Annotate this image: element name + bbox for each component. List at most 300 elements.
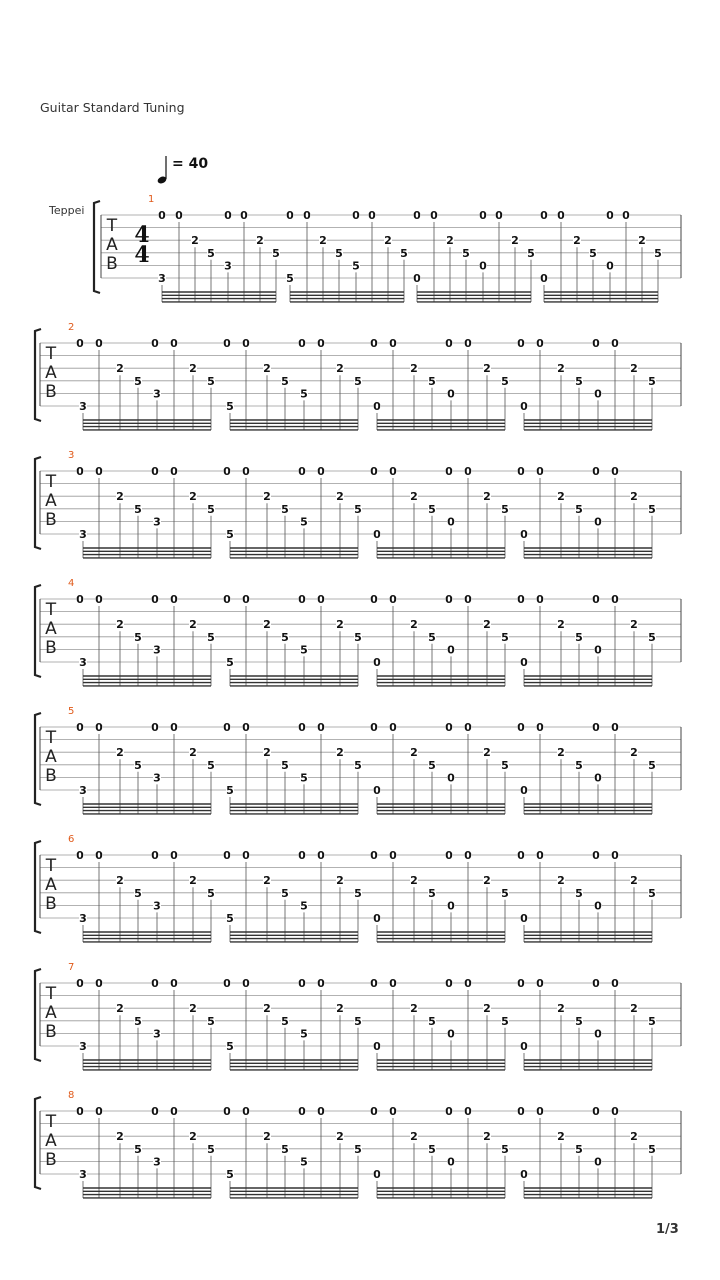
- tempo-label: = 40: [172, 156, 209, 172]
- fret-number: 0: [536, 1105, 544, 1118]
- system-bracket: [94, 201, 100, 293]
- fret-number: 0: [389, 465, 397, 478]
- fret-number: 2: [630, 874, 638, 888]
- fret-number: 5: [648, 1014, 656, 1028]
- measure-number: 3: [68, 450, 75, 461]
- fret-number: 0: [517, 465, 525, 478]
- fret-number: 0: [223, 849, 231, 862]
- fret-number: 5: [575, 1014, 583, 1028]
- fret-number: 0: [540, 209, 548, 222]
- fret-number: 0: [298, 337, 306, 350]
- tab-clef-letter: T: [45, 856, 57, 876]
- fret-number: 2: [483, 362, 491, 376]
- fret-number: 5: [281, 630, 289, 644]
- fret-number: 0: [224, 209, 232, 222]
- fret-number: 0: [389, 849, 397, 862]
- fret-number: 0: [447, 1027, 455, 1041]
- fret-number: 0: [373, 528, 381, 541]
- tab-clef-letter: B: [45, 382, 57, 402]
- fret-number: 2: [116, 1002, 124, 1016]
- fret-number: 2: [410, 746, 418, 760]
- tuning-label: Guitar Standard Tuning: [40, 100, 185, 115]
- fret-number: 0: [95, 849, 103, 862]
- fret-number: 3: [79, 1040, 87, 1053]
- fret-number: 0: [594, 1155, 602, 1169]
- fret-number: 5: [575, 630, 583, 644]
- fret-number: 5: [589, 246, 597, 260]
- fret-number: 2: [336, 618, 344, 632]
- fret-number: 0: [76, 465, 84, 478]
- measure-number: 7: [68, 962, 75, 973]
- fret-number: 5: [134, 886, 142, 900]
- fret-number: 0: [536, 337, 544, 350]
- fret-number: 0: [317, 465, 325, 478]
- fret-number: 2: [116, 874, 124, 888]
- tab-clef-letter: A: [45, 875, 57, 895]
- fret-number: 2: [263, 1130, 271, 1144]
- fret-number: 0: [95, 593, 103, 606]
- fret-number: 0: [389, 1105, 397, 1118]
- fret-number: 5: [207, 246, 215, 260]
- fret-number: 3: [79, 528, 87, 541]
- fret-number: 5: [226, 656, 234, 669]
- fret-number: 0: [594, 643, 602, 657]
- fret-number: 0: [594, 899, 602, 913]
- fret-number: 0: [151, 977, 159, 990]
- fret-number: 2: [263, 1002, 271, 1016]
- fret-number: 0: [240, 209, 248, 222]
- tab-clef-letter: T: [45, 344, 57, 364]
- fret-number: 2: [256, 234, 264, 248]
- fret-number: 5: [207, 374, 215, 388]
- fret-number: 3: [153, 1027, 161, 1041]
- fret-number: 0: [520, 528, 528, 541]
- fret-number: 0: [611, 337, 619, 350]
- fret-number: 5: [575, 886, 583, 900]
- fret-number: 5: [300, 643, 308, 657]
- fret-number: 0: [170, 849, 178, 862]
- fret-number: 0: [317, 337, 325, 350]
- fret-number: 0: [592, 593, 600, 606]
- fret-number: 5: [300, 515, 308, 529]
- fret-number: 0: [170, 1105, 178, 1118]
- tab-clef-letter: A: [45, 747, 57, 767]
- fret-number: 2: [319, 234, 327, 248]
- measure-number: 6: [68, 834, 75, 845]
- fret-number: 5: [335, 246, 343, 260]
- time-signature-numerator: 4: [134, 222, 150, 248]
- fret-number: 5: [575, 758, 583, 772]
- fret-number: 5: [501, 1014, 509, 1028]
- fret-number: 2: [191, 234, 199, 248]
- fret-number: 3: [224, 259, 232, 273]
- fret-number: 5: [281, 1142, 289, 1156]
- tab-clef-letter: T: [45, 1112, 57, 1132]
- fret-number: 0: [447, 899, 455, 913]
- fret-number: 0: [170, 721, 178, 734]
- fret-number: 2: [483, 874, 491, 888]
- time-signature-denominator: 4: [134, 242, 150, 268]
- fret-number: 5: [428, 374, 436, 388]
- fret-number: 3: [79, 784, 87, 797]
- measure-number: 8: [68, 1090, 75, 1101]
- fret-number: 0: [447, 387, 455, 401]
- fret-number: 0: [517, 721, 525, 734]
- fret-number: 2: [189, 618, 197, 632]
- fret-number: 2: [116, 490, 124, 504]
- fret-number: 0: [611, 1105, 619, 1118]
- fret-number: 5: [226, 784, 234, 797]
- fret-number: 5: [354, 1014, 362, 1028]
- fret-number: 0: [495, 209, 503, 222]
- fret-number: 0: [242, 721, 250, 734]
- fret-number: 0: [557, 209, 565, 222]
- fret-number: 5: [501, 502, 509, 516]
- fret-number: 2: [483, 1002, 491, 1016]
- fret-number: 0: [540, 272, 548, 285]
- fret-number: 0: [622, 209, 630, 222]
- tab-clef-letter: T: [45, 728, 57, 748]
- fret-number: 0: [464, 593, 472, 606]
- fret-number: 2: [336, 1130, 344, 1144]
- fret-number: 2: [557, 362, 565, 376]
- fret-number: 0: [592, 977, 600, 990]
- fret-number: 0: [536, 849, 544, 862]
- fret-number: 0: [223, 593, 231, 606]
- tab-clef-letter: T: [45, 472, 57, 492]
- fret-number: 5: [300, 771, 308, 785]
- fret-number: 5: [300, 1027, 308, 1041]
- tab-clef-letter: A: [45, 1131, 57, 1151]
- fret-number: 5: [501, 1142, 509, 1156]
- fret-number: 0: [76, 1105, 84, 1118]
- fret-number: 5: [501, 758, 509, 772]
- fret-number: 0: [151, 721, 159, 734]
- measure-number: 4: [68, 578, 75, 589]
- fret-number: 5: [352, 259, 360, 273]
- fret-number: 3: [79, 912, 87, 925]
- fret-number: 0: [76, 977, 84, 990]
- fret-number: 0: [611, 849, 619, 862]
- fret-number: 0: [298, 593, 306, 606]
- fret-number: 5: [354, 1142, 362, 1156]
- fret-number: 0: [370, 465, 378, 478]
- fret-number: 0: [606, 259, 614, 273]
- fret-number: 2: [557, 874, 565, 888]
- fret-number: 0: [223, 721, 231, 734]
- fret-number: 2: [630, 362, 638, 376]
- tab-clef-letter: T: [45, 984, 57, 1004]
- fret-number: 2: [189, 746, 197, 760]
- fret-number: 0: [517, 593, 525, 606]
- fret-number: 5: [354, 886, 362, 900]
- fret-number: 0: [95, 465, 103, 478]
- fret-number: 0: [611, 465, 619, 478]
- fret-number: 0: [594, 771, 602, 785]
- fret-number: 5: [654, 246, 662, 260]
- tab-clef-letter: B: [45, 766, 57, 786]
- fret-number: 0: [298, 977, 306, 990]
- fret-number: 0: [373, 656, 381, 669]
- fret-number: 5: [501, 630, 509, 644]
- fret-number: 0: [223, 1105, 231, 1118]
- fret-number: 2: [630, 746, 638, 760]
- fret-number: 0: [479, 259, 487, 273]
- fret-number: 2: [410, 362, 418, 376]
- fret-number: 0: [520, 912, 528, 925]
- fret-number: 5: [226, 1040, 234, 1053]
- fret-number: 0: [445, 337, 453, 350]
- tab-clef-letter: B: [45, 894, 57, 914]
- fret-number: 0: [594, 1027, 602, 1041]
- fret-number: 3: [153, 643, 161, 657]
- fret-number: 0: [447, 643, 455, 657]
- fret-number: 0: [298, 849, 306, 862]
- fret-number: 2: [189, 362, 197, 376]
- fret-number: 0: [170, 337, 178, 350]
- fret-number: 0: [594, 387, 602, 401]
- fret-number: 5: [648, 374, 656, 388]
- fret-number: 0: [430, 209, 438, 222]
- fret-number: 0: [520, 1168, 528, 1181]
- fret-number: 0: [242, 849, 250, 862]
- fret-number: 0: [445, 465, 453, 478]
- tab-clef-letter: B: [45, 1022, 57, 1042]
- fret-number: 0: [151, 849, 159, 862]
- fret-number: 0: [170, 977, 178, 990]
- fret-number: 5: [527, 246, 535, 260]
- fret-number: 0: [151, 593, 159, 606]
- fret-number: 2: [630, 1002, 638, 1016]
- fret-number: 0: [536, 465, 544, 478]
- fret-number: 2: [336, 746, 344, 760]
- fret-number: 5: [575, 1142, 583, 1156]
- tab-clef-letter: A: [45, 619, 57, 639]
- fret-number: 5: [134, 1142, 142, 1156]
- fret-number: 2: [116, 1130, 124, 1144]
- fret-number: 5: [462, 246, 470, 260]
- fret-number: 5: [354, 502, 362, 516]
- fret-number: 0: [517, 849, 525, 862]
- fret-number: 0: [370, 977, 378, 990]
- fret-number: 5: [428, 630, 436, 644]
- fret-number: 5: [226, 400, 234, 413]
- fret-number: 3: [153, 515, 161, 529]
- fret-number: 0: [158, 209, 166, 222]
- fret-number: 0: [373, 784, 381, 797]
- fret-number: 0: [95, 721, 103, 734]
- fret-number: 0: [536, 593, 544, 606]
- fret-number: 0: [317, 977, 325, 990]
- fret-number: 5: [134, 758, 142, 772]
- fret-number: 0: [151, 337, 159, 350]
- fret-number: 5: [354, 758, 362, 772]
- fret-number: 0: [223, 337, 231, 350]
- fret-number: 2: [557, 1130, 565, 1144]
- fret-number: 3: [153, 387, 161, 401]
- fret-number: 2: [410, 1130, 418, 1144]
- fret-number: 0: [317, 1105, 325, 1118]
- fret-number: 0: [520, 400, 528, 413]
- fret-number: 5: [648, 502, 656, 516]
- fret-number: 0: [76, 849, 84, 862]
- fret-number: 5: [281, 1014, 289, 1028]
- fret-number: 0: [445, 593, 453, 606]
- fret-number: 2: [483, 618, 491, 632]
- fret-number: 0: [370, 849, 378, 862]
- fret-number: 0: [413, 272, 421, 285]
- fret-number: 3: [153, 771, 161, 785]
- fret-number: 2: [336, 874, 344, 888]
- tab-clef-letter: B: [45, 510, 57, 530]
- fret-number: 5: [575, 374, 583, 388]
- fret-number: 5: [428, 886, 436, 900]
- fret-number: 2: [483, 490, 491, 504]
- fret-number: 0: [76, 593, 84, 606]
- fret-number: 0: [464, 849, 472, 862]
- fret-number: 0: [170, 593, 178, 606]
- fret-number: 2: [189, 1002, 197, 1016]
- fret-number: 5: [134, 502, 142, 516]
- fret-number: 0: [317, 849, 325, 862]
- fret-number: 0: [517, 337, 525, 350]
- fret-number: 2: [263, 618, 271, 632]
- fret-number: 5: [281, 374, 289, 388]
- fret-number: 0: [317, 721, 325, 734]
- fret-number: 0: [151, 465, 159, 478]
- fret-number: 2: [446, 234, 454, 248]
- fret-number: 5: [300, 899, 308, 913]
- fret-number: 5: [501, 374, 509, 388]
- fret-number: 5: [648, 758, 656, 772]
- fret-number: 5: [134, 374, 142, 388]
- fret-number: 0: [242, 977, 250, 990]
- fret-number: 0: [592, 721, 600, 734]
- fret-number: 2: [630, 618, 638, 632]
- fret-number: 3: [79, 656, 87, 669]
- fret-number: 0: [95, 977, 103, 990]
- fret-number: 0: [517, 1105, 525, 1118]
- fret-number: 5: [272, 246, 280, 260]
- fret-number: 0: [223, 977, 231, 990]
- fret-number: 0: [536, 721, 544, 734]
- fret-number: 0: [151, 1105, 159, 1118]
- fret-number: 2: [483, 1130, 491, 1144]
- fret-number: 0: [592, 849, 600, 862]
- fret-number: 2: [263, 874, 271, 888]
- fret-number: 2: [557, 490, 565, 504]
- fret-number: 0: [373, 400, 381, 413]
- fret-number: 5: [428, 758, 436, 772]
- instrument-label: Teppei: [49, 204, 85, 217]
- fret-number: 0: [352, 209, 360, 222]
- tab-clef-letter: B: [45, 638, 57, 658]
- fret-number: 0: [373, 1168, 381, 1181]
- fret-number: 3: [79, 400, 87, 413]
- fret-number: 2: [573, 234, 581, 248]
- fret-number: 0: [95, 337, 103, 350]
- fret-number: 5: [207, 758, 215, 772]
- fret-number: 5: [428, 1142, 436, 1156]
- fret-number: 3: [153, 1155, 161, 1169]
- fret-number: 5: [354, 374, 362, 388]
- fret-number: 0: [445, 721, 453, 734]
- fret-number: 5: [286, 272, 294, 285]
- fret-number: 5: [400, 246, 408, 260]
- fret-number: 0: [370, 593, 378, 606]
- fret-number: 0: [479, 209, 487, 222]
- fret-number: 5: [281, 886, 289, 900]
- fret-number: 2: [638, 234, 646, 248]
- fret-number: 0: [536, 977, 544, 990]
- fret-number: 5: [575, 502, 583, 516]
- fret-number: 0: [606, 209, 614, 222]
- fret-number: 2: [630, 490, 638, 504]
- fret-number: 3: [79, 1168, 87, 1181]
- fret-number: 5: [226, 1168, 234, 1181]
- fret-number: 0: [95, 1105, 103, 1118]
- fret-number: 0: [611, 977, 619, 990]
- fret-number: 0: [389, 721, 397, 734]
- fret-number: 0: [298, 721, 306, 734]
- fret-number: 0: [389, 977, 397, 990]
- fret-number: 5: [134, 630, 142, 644]
- fret-number: 2: [189, 490, 197, 504]
- fret-number: 5: [207, 1014, 215, 1028]
- fret-number: 2: [263, 490, 271, 504]
- fret-number: 2: [336, 1002, 344, 1016]
- fret-number: 2: [630, 1130, 638, 1144]
- fret-number: 2: [384, 234, 392, 248]
- fret-number: 0: [447, 771, 455, 785]
- fret-number: 2: [410, 874, 418, 888]
- fret-number: 0: [517, 977, 525, 990]
- fret-number: 2: [189, 874, 197, 888]
- fret-number: 0: [464, 465, 472, 478]
- tab-clef-letter: T: [45, 600, 57, 620]
- fret-number: 5: [207, 630, 215, 644]
- fret-number: 0: [76, 337, 84, 350]
- fret-number: 0: [242, 465, 250, 478]
- fret-number: 2: [410, 618, 418, 632]
- fret-number: 5: [281, 502, 289, 516]
- fret-number: 0: [611, 593, 619, 606]
- fret-number: 0: [175, 209, 183, 222]
- tab-clef-letter: B: [45, 1150, 57, 1170]
- fret-number: 2: [116, 362, 124, 376]
- fret-number: 2: [557, 1002, 565, 1016]
- fret-number: 2: [336, 362, 344, 376]
- fret-number: 0: [368, 209, 376, 222]
- measure-number: 2: [68, 322, 75, 333]
- page-number: 1/3: [656, 1222, 679, 1237]
- fret-number: 0: [370, 337, 378, 350]
- fret-number: 5: [501, 886, 509, 900]
- fret-number: 0: [370, 721, 378, 734]
- tab-clef-letter: A: [45, 1003, 57, 1023]
- fret-number: 0: [286, 209, 294, 222]
- fret-number: 0: [242, 1105, 250, 1118]
- fret-number: 5: [354, 630, 362, 644]
- tab-clef-letter: B: [106, 254, 118, 274]
- fret-number: 0: [592, 337, 600, 350]
- fret-number: 0: [445, 849, 453, 862]
- fret-number: 0: [464, 977, 472, 990]
- fret-number: 0: [373, 912, 381, 925]
- fret-number: 0: [447, 1155, 455, 1169]
- fret-number: 5: [300, 1155, 308, 1169]
- fret-number: 0: [611, 721, 619, 734]
